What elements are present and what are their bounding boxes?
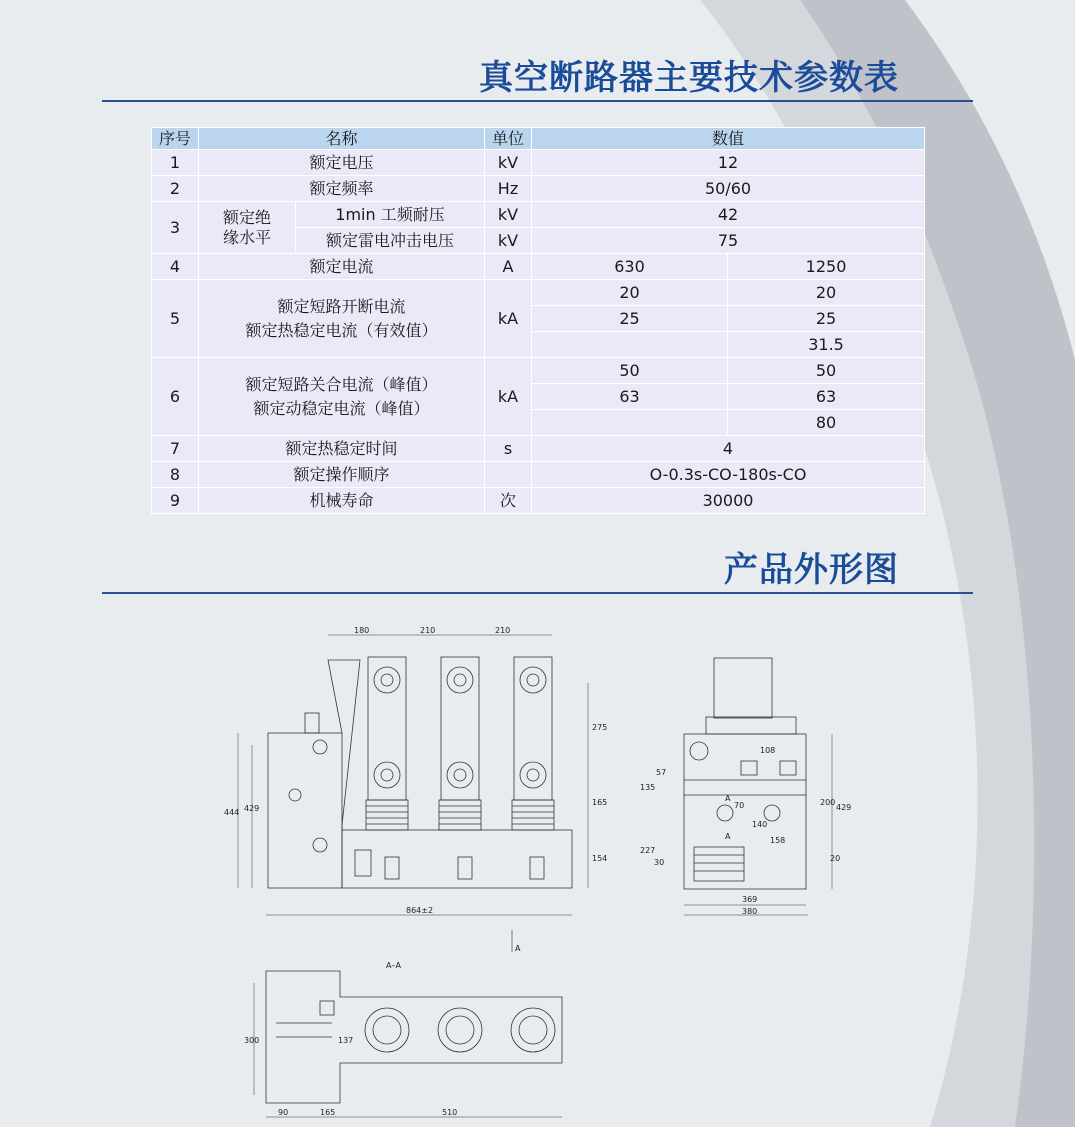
row-index: 1 bbox=[152, 150, 199, 176]
dim-label: 57 bbox=[656, 768, 667, 777]
row-unit: kA bbox=[485, 358, 532, 436]
dim-label: 369 bbox=[742, 895, 758, 904]
pole-1 bbox=[366, 657, 408, 830]
table-row bbox=[152, 254, 925, 280]
dim-label: 108 bbox=[760, 746, 776, 755]
drawing-title: 产品外形图 bbox=[724, 550, 899, 590]
group-label: 额定绝缘水平 bbox=[222, 207, 271, 247]
header-name: 名称 bbox=[199, 128, 485, 150]
row-name-line: 额定动稳定电流（峰值） bbox=[253, 398, 430, 418]
section-view bbox=[244, 961, 562, 1117]
section-label: A–A bbox=[386, 961, 401, 970]
table-row bbox=[152, 488, 925, 514]
row-value-1 bbox=[532, 410, 728, 436]
row-value-2: 1250 bbox=[728, 254, 925, 280]
row-name: 额定操作顺序 bbox=[199, 462, 485, 488]
row-name: 机械寿命 bbox=[199, 488, 485, 514]
row-value-1: 63 bbox=[532, 384, 728, 410]
dim-label: 210 bbox=[420, 626, 436, 635]
header-unit: 单位 bbox=[485, 128, 532, 150]
row-index: 4 bbox=[152, 254, 199, 280]
row-value-2: 63 bbox=[728, 384, 925, 410]
dim-label: 429 bbox=[244, 804, 260, 813]
row-name-line: 额定短路关合电流（峰值） bbox=[245, 374, 438, 394]
outline-drawing bbox=[220, 625, 860, 1127]
side-top-cap bbox=[714, 658, 772, 718]
row-value: 12 bbox=[532, 150, 925, 176]
row-name: 额定热稳定时间 bbox=[199, 436, 485, 462]
row-unit: kV bbox=[485, 150, 532, 176]
dim-label: 510 bbox=[442, 1108, 458, 1117]
spec-table bbox=[151, 127, 925, 514]
dim-label: 444 bbox=[224, 808, 240, 817]
row-name: 额定雷电冲击电压 bbox=[296, 228, 485, 254]
dim-label: 275 bbox=[592, 723, 608, 732]
dim-label: 300 bbox=[244, 1036, 260, 1045]
table-row bbox=[152, 150, 925, 176]
row-unit: A bbox=[485, 254, 532, 280]
row-value-1: 50 bbox=[532, 358, 728, 384]
row-value: 50/60 bbox=[532, 176, 925, 202]
dim-label: 227 bbox=[640, 846, 656, 855]
side-body bbox=[684, 734, 806, 889]
row-unit: Hz bbox=[485, 176, 532, 202]
mechanism-top-block bbox=[305, 713, 319, 733]
row-name: 额定频率 bbox=[199, 176, 485, 202]
row-unit: kV bbox=[485, 202, 532, 228]
dim-label: 30 bbox=[654, 858, 665, 867]
row-unit: kA bbox=[485, 280, 532, 358]
row-name: 额定电压 bbox=[199, 150, 485, 176]
dim-label: 210 bbox=[495, 626, 511, 635]
header-value: 数值 bbox=[532, 128, 925, 150]
row-name-line: 额定短路开断电流 bbox=[277, 296, 406, 316]
section-mark: A bbox=[725, 832, 731, 841]
table-row bbox=[152, 462, 925, 488]
row-value: 75 bbox=[532, 228, 925, 254]
row-unit: 次 bbox=[485, 488, 532, 514]
row-index: 2 bbox=[152, 176, 199, 202]
spec-table-title: 真空断路器主要技术参数表 bbox=[479, 58, 899, 98]
row-value-1: 630 bbox=[532, 254, 728, 280]
row-name: 1min 工频耐压 bbox=[296, 202, 485, 228]
pole-2 bbox=[439, 657, 481, 830]
table-row bbox=[152, 176, 925, 202]
pole-3 bbox=[512, 657, 554, 830]
row-index: 3 bbox=[152, 202, 199, 254]
dim-label: 180 bbox=[354, 626, 370, 635]
row-value-2: 20 bbox=[728, 280, 925, 306]
dim-label: 864±2 bbox=[406, 906, 434, 915]
row-value-2: 31.5 bbox=[728, 332, 925, 358]
dim-label: 158 bbox=[770, 836, 786, 845]
drawing-title-rule bbox=[102, 592, 973, 594]
dim-label: 154 bbox=[592, 854, 608, 863]
dim-label: 70 bbox=[734, 801, 745, 810]
row-name bbox=[199, 358, 485, 436]
row-group-name bbox=[199, 202, 296, 254]
dim-label: 165 bbox=[592, 798, 608, 807]
dim-label: 20 bbox=[830, 854, 841, 863]
row-unit bbox=[485, 462, 532, 488]
dim-label: 135 bbox=[640, 783, 656, 792]
operating-mechanism-box bbox=[268, 733, 342, 888]
row-unit: kV bbox=[485, 228, 532, 254]
header-index: 序号 bbox=[152, 128, 199, 150]
row-value-2: 50 bbox=[728, 358, 925, 384]
row-value: 4 bbox=[532, 436, 925, 462]
section-mark: A bbox=[515, 944, 521, 953]
table-row bbox=[152, 436, 925, 462]
table-header-row bbox=[152, 128, 925, 150]
row-name: 额定电流 bbox=[199, 254, 485, 280]
row-value-2: 80 bbox=[728, 410, 925, 436]
table-row bbox=[152, 202, 925, 228]
row-index: 6 bbox=[152, 358, 199, 436]
row-value-1: 25 bbox=[532, 306, 728, 332]
side-view bbox=[640, 658, 851, 916]
dim-label: 90 bbox=[278, 1108, 289, 1117]
table-row bbox=[152, 358, 925, 384]
row-value-1: 20 bbox=[532, 280, 728, 306]
dim-label: 137 bbox=[338, 1036, 354, 1045]
row-value-1 bbox=[532, 332, 728, 358]
row-index: 8 bbox=[152, 462, 199, 488]
row-index: 9 bbox=[152, 488, 199, 514]
row-index: 7 bbox=[152, 436, 199, 462]
dim-label: 429 bbox=[836, 803, 852, 812]
dim-label: 380 bbox=[742, 907, 758, 916]
front-view bbox=[224, 626, 607, 953]
dim-label: 165 bbox=[320, 1108, 336, 1117]
table-row bbox=[152, 280, 925, 306]
row-value-2: 25 bbox=[728, 306, 925, 332]
row-name bbox=[199, 280, 485, 358]
dim-label: 140 bbox=[752, 820, 768, 829]
dim-label: 200 bbox=[820, 798, 836, 807]
row-index: 5 bbox=[152, 280, 199, 358]
row-value: 30000 bbox=[532, 488, 925, 514]
row-unit: s bbox=[485, 436, 532, 462]
row-value: 42 bbox=[532, 202, 925, 228]
title-rule bbox=[102, 100, 973, 102]
row-value: O-0.3s-CO-180s-CO bbox=[532, 462, 925, 488]
section-mark: A bbox=[725, 794, 731, 803]
row-name-line: 额定热稳定电流（有效值） bbox=[245, 320, 438, 340]
